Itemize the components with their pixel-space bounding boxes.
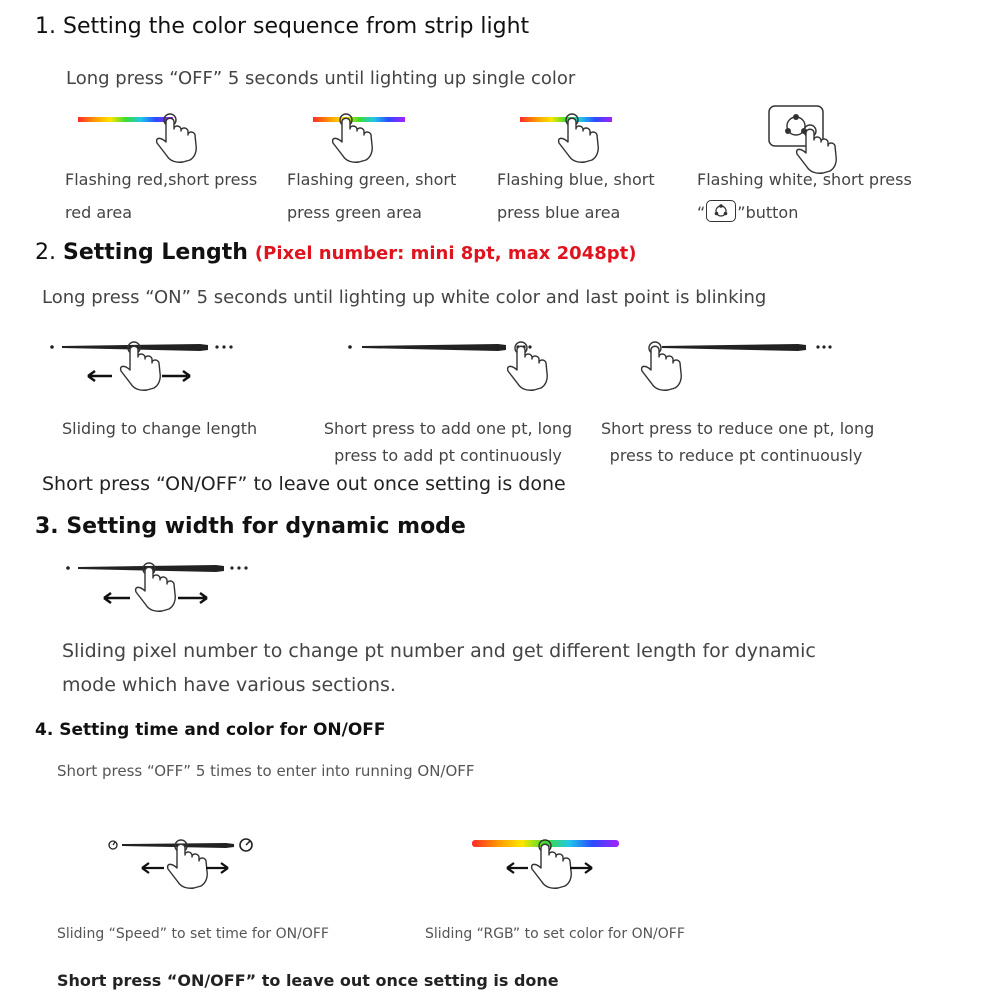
caption-reduce-line1: Short press to reduce one pt, long — [601, 419, 875, 438]
rainbow-strip-red-step — [78, 110, 218, 160]
rainbow-strip-blue-step — [520, 110, 660, 160]
section3-title: 3. Setting width for dynamic mode — [35, 514, 466, 539]
step-blue-line2: press blue area — [497, 203, 621, 222]
caption-speed: Sliding “Speed” to set time for ON/OFF — [57, 926, 329, 942]
section2-footer: Short press “ON/OFF” to leave out once setting is done — [42, 473, 566, 495]
caption-rgb: Sliding “RGB” to set color for ON/OFF — [425, 926, 685, 942]
step-blue-line1: Flashing blue, short — [497, 170, 655, 189]
section4-footer: Short press “ON/OFF” to leave out once setting is done — [57, 971, 559, 990]
section3-desc-line2: mode which have various sections. — [62, 674, 396, 696]
step-green-line2: press green area — [287, 203, 422, 222]
section3-desc-line1: Sliding pixel number to change pt number and get different length for dynamic — [62, 640, 816, 662]
caption-add-line2: press to add pt continuously — [334, 446, 562, 465]
section4-instruction: Short press “OFF” 5 times to enter into running ON/OFF — [57, 762, 475, 780]
rainbow-strip-green-step — [313, 110, 453, 160]
section2-title-bold: Setting Length — [62, 240, 248, 265]
step-green-line1: Flashing green, short — [287, 170, 457, 189]
rgb-slider-diagram — [472, 836, 642, 896]
step-red-line2: red area — [65, 203, 132, 222]
width-slider-diagram — [66, 559, 266, 619]
section1-instruction: Long press “OFF” 5 seconds until lighting up single color — [66, 68, 576, 89]
step-white-line2 — [697, 196, 798, 229]
step-red-line1: Flashing red,short press — [65, 170, 258, 189]
step-white-line1: Flashing white, short press — [697, 170, 912, 189]
caption-sliding-length: Sliding to change length — [62, 419, 258, 438]
section4-title: 4. Setting time and color for ON/OFF — [35, 720, 386, 740]
pixel-range-note: (Pixel number: mini 8pt, max 2048pt) — [254, 243, 637, 264]
mode-button-icon — [768, 105, 858, 170]
add-pixel-diagram — [348, 338, 548, 398]
section1-title: 1. Setting the color sequence from strip light — [35, 14, 530, 39]
caption-add-line1: Short press to add one pt, long — [323, 419, 573, 438]
inline-mode-button-icon — [706, 200, 736, 222]
speed-slider-diagram — [106, 836, 276, 896]
reduce-pixel-diagram — [648, 338, 848, 398]
caption-reduce-line2: press to reduce pt continuously — [609, 446, 863, 465]
section2-title — [35, 240, 636, 265]
quote-open: “ — [697, 203, 706, 222]
section2-title-prefix: 2. — [35, 240, 63, 265]
section2-instruction: Long press “ON” 5 seconds until lighting up white color and last point is blinking — [42, 287, 767, 308]
length-slider-diagram — [50, 338, 250, 398]
button-suffix: ”button — [737, 203, 799, 222]
